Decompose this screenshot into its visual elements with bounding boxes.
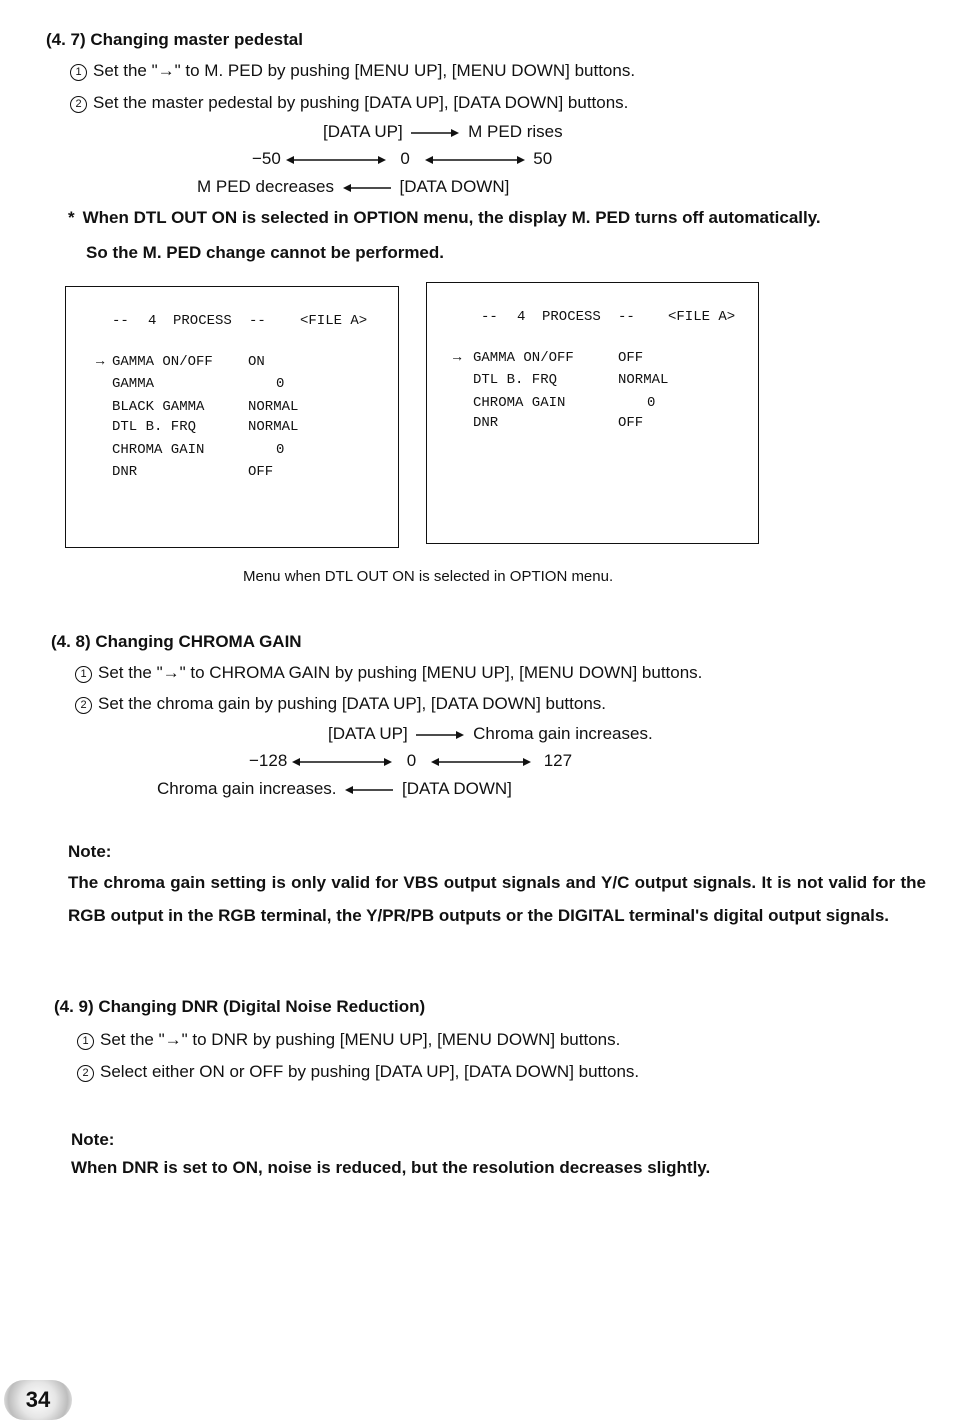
step-item: [75, 694, 606, 714]
menu-header-dash: --: [249, 313, 266, 329]
section-heading-4-8: (4. 8) Changing CHROMA GAIN: [51, 632, 302, 651]
double-arrow-icon: [286, 155, 386, 165]
arrow-left-icon: [345, 785, 393, 795]
menu-row-value: OFF: [618, 350, 644, 366]
step-item: [70, 61, 635, 81]
menu-row-label: CHROMA GAIN: [473, 395, 566, 411]
menu-row-label: GAMMA ON/OFF: [112, 354, 213, 370]
menu-header-title: PROCESS: [173, 313, 232, 329]
data-down-label: [DATA DOWN]: [399, 177, 510, 196]
menu-row-value: NORMAL: [248, 419, 299, 435]
diagram-up-row: [323, 122, 563, 142]
section-heading-4-9: (4. 9) Changing DNR (Digital Noise Reduction): [54, 997, 426, 1016]
step-text: Set the "→" to DNR by pushing [MENU UP], [MENU DOWN] buttons.: [100, 1030, 621, 1049]
menu-row-label: GAMMA ON/OFF: [473, 350, 574, 366]
step-text: Set the "→" to CHROMA GAIN by pushing [MENU UP], [MENU DOWN] buttons.: [98, 663, 703, 682]
step-number: 2: [70, 96, 87, 113]
step-text: Select either ON or OFF by pushing [DATA UP], [DATA DOWN] buttons.: [100, 1062, 640, 1081]
menu-screen-left: [65, 286, 399, 548]
step-item: [75, 663, 702, 683]
menu-row-value: 0: [276, 442, 285, 458]
menu-row-label: DNR: [112, 464, 138, 480]
note-title: Note:: [71, 1130, 115, 1149]
menu-row-label: DTL B. FRQ: [112, 419, 197, 435]
note-text: When DNR is set to ON, noise is reduced, but the resolution decreases slightly.: [71, 1158, 711, 1177]
note-text: When DTL OUT ON is selected in OPTION menu, the display M. PED turns off automatically.: [82, 208, 821, 227]
step-number: 1: [77, 1033, 94, 1050]
double-arrow-icon: [425, 155, 525, 165]
diagram-range-row: [249, 751, 572, 771]
menu-row-label: DTL B. FRQ: [473, 372, 558, 388]
menu-row-value: NORMAL: [248, 399, 299, 415]
step-number: 2: [75, 697, 92, 714]
step-text: Set the chroma gain by pushing [DATA UP], [DATA DOWN] buttons.: [98, 694, 607, 713]
note-line: [68, 208, 821, 228]
page-number-badge: [4, 1380, 72, 1420]
menu-cursor-arrow-icon: →: [96, 354, 105, 370]
menu-row-label: DNR: [473, 415, 499, 431]
menu-row-label: BLACK GAMMA: [112, 399, 205, 415]
menu-header-file: <FILE A>: [668, 309, 736, 325]
menu-caption: Menu when DTL OUT ON is selected in OPTION menu.: [243, 568, 614, 585]
menu-row-value: OFF: [618, 415, 644, 431]
diagram-range-row: [252, 149, 552, 169]
section-heading-4-7: (4. 7) Changing master pedestal: [46, 30, 303, 49]
data-up-label: [DATA UP]: [328, 724, 408, 743]
down-result-text: Chroma gain increases.: [157, 779, 337, 798]
page-number: 34: [25, 1387, 51, 1412]
menu-header-dash: --: [618, 309, 635, 325]
up-result-text: Chroma gain increases.: [473, 724, 653, 743]
range-max: 50: [533, 149, 553, 168]
menu-row-value: NORMAL: [618, 372, 669, 388]
step-text: Set the master pedestal by pushing [DATA UP], [DATA DOWN] buttons.: [93, 93, 629, 112]
note-title: Note:: [68, 842, 112, 861]
menu-cursor-arrow-icon: →: [453, 350, 462, 366]
diagram-up-row: [328, 724, 653, 744]
menu-header-number: 4: [148, 313, 157, 329]
range-min: −50: [252, 149, 281, 168]
note-star: *: [68, 208, 75, 227]
menu-header-dash: --: [481, 309, 498, 325]
step-item: [77, 1030, 620, 1050]
range-min: −128: [249, 751, 288, 770]
diagram-down-row: [197, 177, 509, 197]
data-down-label: [DATA DOWN]: [402, 779, 512, 798]
step-text: Set the "→" to M. PED by pushing [MENU UP], [MENU DOWN] buttons.: [93, 61, 636, 80]
range-mid: 0: [400, 149, 410, 168]
menu-row-value: 0: [276, 376, 285, 392]
menu-row-value: ON: [248, 354, 265, 370]
note-line: So the M. PED change cannot be performed.: [86, 243, 444, 262]
step-number: 2: [77, 1065, 94, 1082]
data-up-label: [DATA UP]: [323, 122, 403, 141]
menu-row-label: CHROMA GAIN: [112, 442, 205, 458]
menu-header-number: 4: [517, 309, 526, 325]
menu-header-title: PROCESS: [542, 309, 601, 325]
step-number: 1: [70, 64, 87, 81]
menu-row-label: GAMMA: [112, 376, 155, 392]
arrow-left-icon: [343, 183, 391, 193]
up-result-text: M PED rises: [468, 122, 563, 141]
step-item: [77, 1062, 639, 1082]
arrow-right-icon: [416, 730, 464, 740]
double-arrow-icon: [431, 757, 531, 767]
note-text: The chroma gain setting is only valid for VBS output signals and Y/C output signals. It is not valid for the RGB output in the RGB terminal, the Y/PR/PB outputs or the DIGITAL terminal's digital output signals.: [68, 873, 926, 925]
menu-screen-right: [426, 282, 759, 544]
menu-row-value: OFF: [248, 464, 274, 480]
step-item: [70, 93, 628, 113]
down-result-text: M PED decreases: [197, 177, 334, 196]
step-number: 1: [75, 666, 92, 683]
diagram-down-row: [157, 779, 512, 799]
menu-header-dash: --: [112, 313, 129, 329]
menu-header-file: <FILE A>: [300, 313, 368, 329]
menu-row-value: 0: [647, 395, 656, 411]
double-arrow-icon: [292, 757, 392, 767]
range-max: 127: [543, 751, 573, 770]
arrow-right-icon: [411, 128, 459, 138]
range-mid: 0: [406, 751, 417, 770]
